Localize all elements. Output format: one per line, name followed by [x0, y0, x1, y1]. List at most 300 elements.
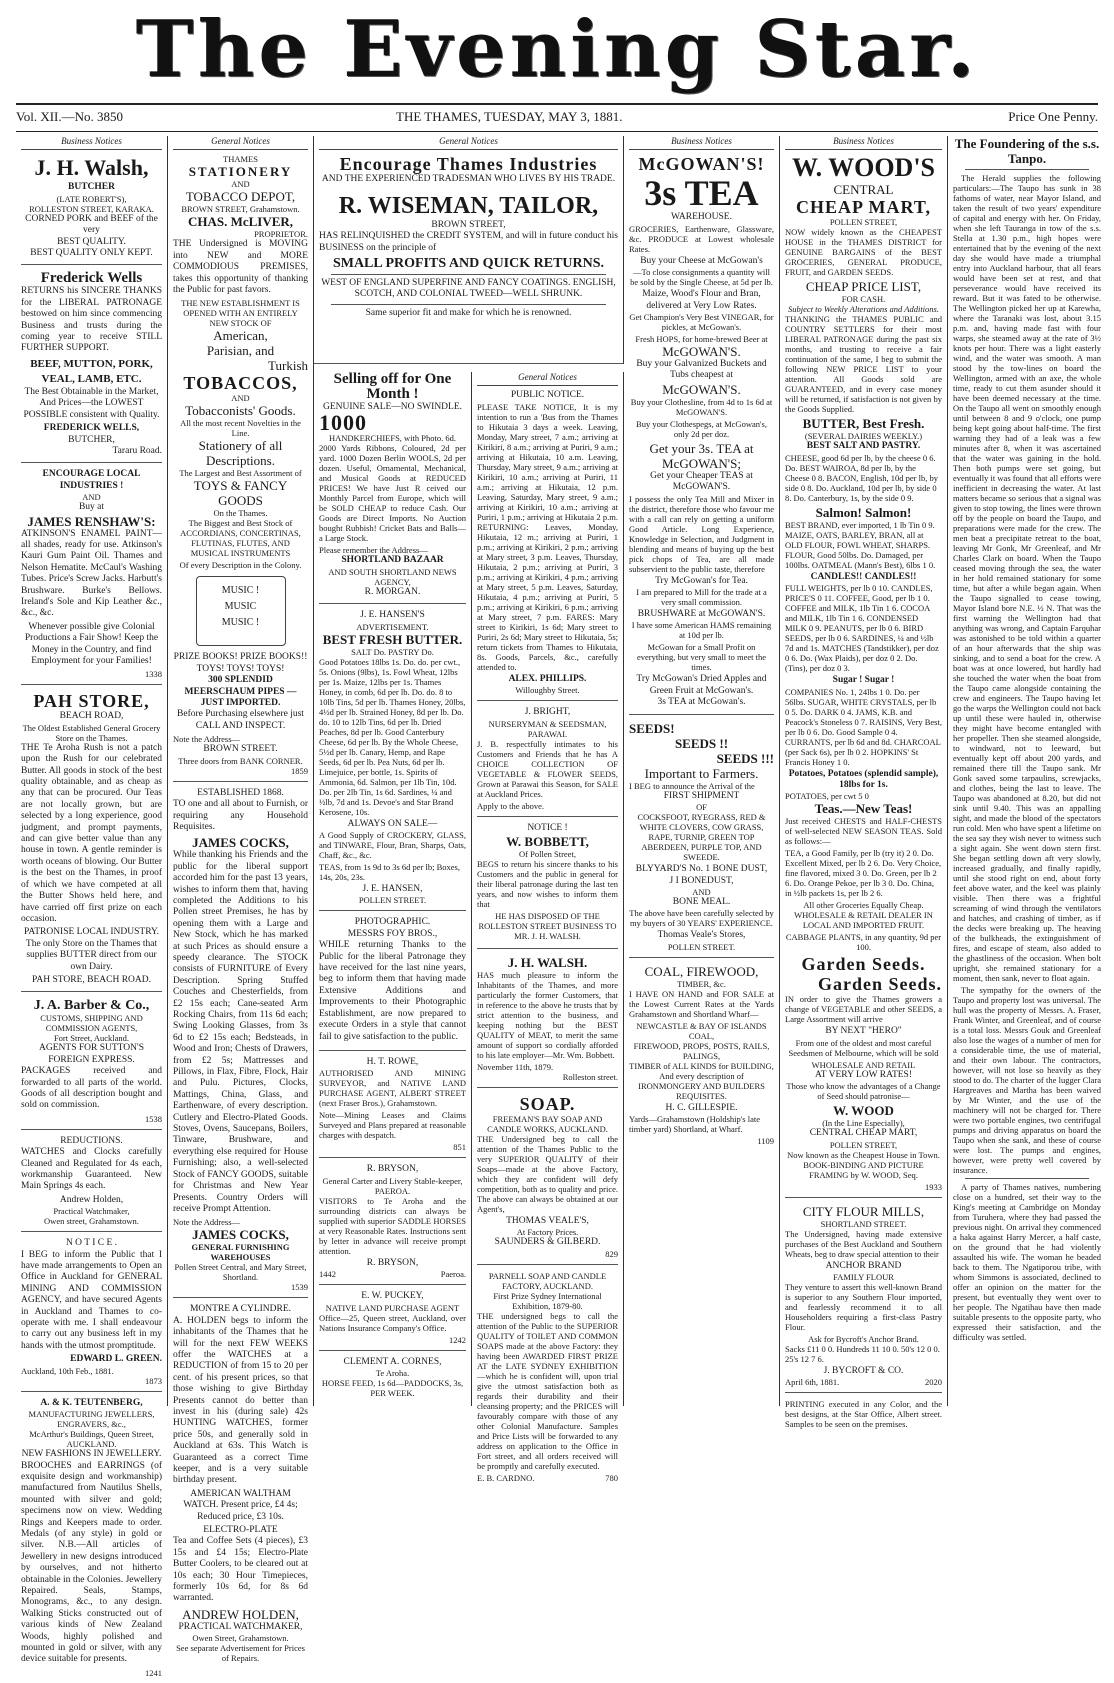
text: THE NEW ESTABLISHMENT IS OPENED WITH AN ENTIRELY NEW STOCK OF [181, 298, 300, 329]
text: Before Purchasing elsewhere just CALL AND INSPECT. [177, 709, 304, 731]
advertiser-name: J. H. Walsh, [34, 155, 149, 181]
address: Willoughby Street. [515, 685, 580, 696]
text: Ask for Bycroft's Anchor Brand. [808, 1334, 919, 1345]
body-text: THE undersigned begs to call the attention of the Public to the SUPERIOR QUALITY of TOILET AND COMMON SOAPS made at the above Factory: they having been AWARDED FIRST PRIZE AT the LATE SYDNEY EXHIBITION—which he is confident will, upon trial give the utmost satisfaction both as regards their durability and their cleansing property; and the PRICES will favourably compare with those of any other Colonial Manufacture. Samples and Price Lists will be forwarded to any address on application to the Office in Fort street, and all orders received will be promptly and carefully executed. [477, 1310, 618, 1471]
advertiser-name: J. BRIGHT, [524, 707, 571, 718]
divider [965, 1178, 1089, 1179]
text: The Biggest and Best Stock of ACCORDIANS, CONCERTINAS, FLUTINAS, FLUTES, AND MUSICAL INSTRUMENTS [180, 518, 301, 559]
ad-headline: STATIONERY [188, 164, 293, 180]
column-3-wide [314, 136, 624, 364]
text: Buy at [78, 502, 105, 513]
text: TOYS & FANCY GOODS [193, 478, 288, 509]
price-list: CHEESE, good 6d per lb, by the cheese 0 6. Do. BEST WAIROA, 8d per lb, by the Cheese 0 8. BACON, English, 10d per lb, by side 0 8. Do. Auckland, 10d per lb, by side 0 8. Do. Canterbury, 1s, by the side 0 9. [785, 452, 938, 503]
soap-ad [477, 1094, 618, 1265]
advertiser-name: J. H. WALSH. [507, 955, 588, 971]
text: SEEDS !! [674, 735, 729, 751]
ad-footer [319, 1269, 466, 1279]
signature: CHAS. McLIVER, [187, 214, 294, 230]
price-list: TEA, a Good Family, per lb (try it) 2 0. Do. Excellent Mixed, per lb 2 6. Do. Very Choice, fine flavored, mixed 3 0. Do. Green, per lb 2 6. Do. Orange Pekoe, per lb 3 0. Do. China, in ½lb packets 1s, per lb 2 6. [785, 848, 942, 899]
ad-headline: PUBLIC NOTICE. [510, 390, 585, 401]
ad-headline: Selling off for One Month ! [333, 371, 452, 402]
ad-number: 1873 [145, 1375, 162, 1386]
text: SEEDS! [629, 720, 675, 736]
text: Buy your Cheese at McGowan's [640, 255, 763, 266]
signature: EDWARD L. GREEN. [70, 1354, 162, 1365]
text: Buy your Clothesline, from 4d to 1s 6d at McGOWAN'S. [630, 396, 773, 417]
address: Owen Street, Grahamstown. [192, 1633, 289, 1644]
ad-headline: Encourage Thames Industries [339, 154, 598, 175]
text: McGowan for a Small Profit on everything, but very small to meet the times. [636, 642, 767, 673]
text: 1000 [319, 410, 367, 436]
text: NEWCASTLE & BAY OF ISLANDS COAL, [636, 1020, 767, 1041]
text: HANDKERCHIEFS, with Photo. 6d. [328, 433, 457, 444]
column-4 [472, 372, 624, 1483]
column-2 [168, 136, 314, 1664]
text: BRUSHWARE at McGOWAN'S. [637, 609, 766, 620]
text: AND [231, 393, 250, 404]
wells-ad [21, 271, 162, 463]
body-text: WHILE returning Thanks to the Public for the liberal Patronage they have received for the last nine years, beg to inform them that having made Extensive Additions and Improvements to their Photographic Establishment, are now prepared to execute Orders in a style that cannot fail to give satisfaction to the public. [319, 940, 466, 1042]
text: IN order to give the Thames growers a change of VEGETABLE and other SEEDS, a Large Assortment will arrive [785, 994, 942, 1025]
volume-number: Vol. XII.—No. 3850 [16, 109, 124, 124]
text: Garden Seeds. [817, 974, 942, 995]
text: They venture to assert this well-known Brand is superior to any Southern Flour imported, and fearlessly recommend it to all Householders requiring a first-class Pastry Flour. [785, 1282, 942, 1333]
text: Whenever possible give Colonial Productions a Fair Show! Keep the Money in the Country, and find Employment for your Families! [24, 621, 159, 666]
address: SHORTLAND STREET. [820, 1218, 907, 1229]
advertiser-name: E. W. PUCKEY, [361, 1291, 424, 1302]
address: Te Aroha. [375, 1367, 410, 1378]
signature: H. C. GILLESPIE. [665, 1102, 738, 1113]
text: MUSIC [224, 601, 257, 613]
dateline [16, 103, 1098, 132]
text: PRIZE BOOKS! PRIZE BOOKS!! [173, 652, 308, 663]
text: COCKSFOOT, RYEGRASS, RED & WHITE CLOVERS, COW GRASS, RAPE, TURNIP, GREEN TOP ABERDEEN, PURPLE TOP, AND SWEEDE. [637, 812, 766, 863]
signature: R. BRYSON, [366, 1257, 419, 1268]
rowe-ad [319, 1057, 466, 1158]
text: AMERICAN WALTHAM WATCH. Present price, £4 4s; Reduced price, £3 10s. [183, 1488, 298, 1522]
text: WEST OF ENGLAND SUPERFINE AND FANCY COATINGS. ENGLISH, SCOTCH, AND COLONIAL TWEED—WELL SHRUNK. [321, 278, 616, 300]
address: POLLEN STREET. [667, 941, 736, 952]
hansen-ad [319, 610, 466, 911]
address: POLLEN STREET. [358, 895, 427, 906]
address: BROWN STREET, [431, 219, 506, 230]
divider [965, 169, 1089, 170]
text: Get your 3s. TEA at McGOWAN'S; [649, 440, 754, 471]
text: BY NEXT "HERO" [825, 1026, 902, 1037]
body-text: THE Te Aroha Rush is not a patch upon the Rush for our celebrated Butter. All goods in stock of the best quality obtainable, and as cheap as any that can be procured. Our Teas are not locally grown, but are selected by a long experience, good judgment, and prompt payments, and can give better value than any house in town. A gentle reminder is worth oceans of blowing. Our Butter is the best on the Thames, in proof of which we have competed at all the Butter Shows held here, and have carried off first prize on each occasion. [21, 742, 162, 924]
advertiser-name: Frederick Wells [40, 270, 143, 287]
ad-number: 1338 [145, 669, 162, 680]
text: (SEVERAL DAIRIES WEEKLY.) [804, 431, 923, 442]
text: CHEAP PRICE LIST, [805, 279, 922, 295]
column-3 [314, 372, 472, 1406]
address: Fort Street, Auckland. [53, 1033, 130, 1044]
text: AGENTS FOR SUTTON'S FOREIGN EXPRESS. [39, 1043, 144, 1065]
green-notice-ad [21, 1238, 162, 1391]
address: Owen street, Grahamstown. [44, 1216, 139, 1227]
cocks-ad [173, 788, 308, 1299]
address: Tararu Road. [112, 445, 162, 456]
bryson-ad [319, 1164, 466, 1285]
text: Those who know the advantages of a Change of Seed should patronise— [786, 1081, 941, 1102]
text: Stationery of all Descriptions. [198, 438, 283, 469]
text: SMALL PROFITS AND QUICK RETURNS. [332, 256, 605, 272]
text: THAMES [223, 154, 258, 165]
text: ALWAYS ON SALE— [347, 818, 438, 829]
text: From one of the oldest and most careful Seedsmen of Melbourne, which will be sold [788, 1037, 939, 1058]
text: Teas.—New Teas! [814, 801, 913, 817]
text: —To close consignments a quantity will be sold by the Single Cheese, at 5d per lb. [630, 267, 773, 288]
signature: SAUNDERS & GILBERD. [494, 1237, 601, 1248]
wiseman-ad [319, 154, 618, 319]
text: BEST QUALITY ONLY KEPT. [30, 248, 153, 259]
text: AT VERY LOW RATES! [814, 1069, 913, 1080]
signature: ALEX. PHILLIPS. [508, 673, 587, 684]
gillespie-ad [629, 964, 774, 1151]
ad-number: 1109 [757, 1136, 774, 1147]
column-5 [624, 136, 780, 1406]
text: PAH STORE, BEACH ROAD. [31, 974, 152, 985]
signature: ANDREW HOLDEN, [182, 1606, 299, 1622]
text: I BEG to announce the Arrival of the [629, 780, 755, 791]
text: The Best Obtainable in the Market, And Prices—the LOWEST POSSIBLE consistent with Quality. [23, 386, 160, 420]
text: Buy your Galvanized Buckets and Tubs cheapest at [636, 359, 767, 381]
pah-store-ad [21, 691, 162, 992]
advertiser-name: R. WISEMAN, TAILOR, [338, 192, 599, 219]
text: BEEF, MUTTON, PORK, VEAL, LAMB, ETC. [30, 357, 153, 385]
text: POTATOES, per cwt 5 0 [785, 791, 869, 802]
address: Paeroa. [440, 1269, 466, 1280]
text: First Prize Sydney International Exhibition, 1879-80. [493, 1290, 602, 1311]
text: I have some American HAMS remaining at 10d per lb. [631, 620, 772, 641]
text: NURSERYMAN & SEEDSMAN, [488, 718, 607, 729]
text: Tea and Coffee Sets (4 pieces), £3 15s and £4 15s; Electro-Plate Butter Coolers, to be cleared out at 10s each; 30 Hour Timepieces, formerly 10s 6d, for 8s 6d warranted. [173, 1536, 308, 1604]
ad-number: 1539 [291, 1282, 308, 1293]
text: Try McGowan's Dried Apples and Green Fruit at McGowan's. [636, 674, 767, 696]
address: BROWN STREET. [203, 744, 278, 755]
signature: R. MORGAN. [364, 586, 421, 597]
text: All other Groceries Equally Cheap. [803, 900, 924, 911]
public-notice-ad [477, 390, 618, 701]
text: GENUINE SALE—NO SWINDLE. [322, 402, 463, 412]
text: Salmon! Salmon! [815, 504, 912, 520]
text: BOOK-BINDING AND PICTURE FRAMING by W. WOOD, Seq. [803, 1159, 924, 1180]
price-list: BEST BRAND, ever imported, 1 lb Tin 0 9. MAIZE, OATS, BARLEY, BRAN, all at OLD FLOUR, FOWL WHEAT, SHARPS. FLOUR, Good 50lbs. Do. Damaged, per 100lbs. OATMEAL (Mann's Best), 6lbs 1 0. [785, 519, 936, 570]
signature: Andrew Holden, [59, 1194, 124, 1205]
address: POLLEN STREET, [829, 1139, 898, 1150]
text: THANKING the THAMES PUBLIC and COUNTRY SETTLERS for their most LIBERAL PATRONAGE during the past six months, and trusting to receive a fair continuation of the same, I beg to submit the following NEW PRICE LIST to your attention. All Goods sold are GUARANTEED, and in every case money will be returned, if satisfaction is not given by the Goods Supplied. [785, 314, 942, 415]
address: Rolleston street. [562, 1072, 618, 1083]
text: AND [692, 886, 711, 897]
address: Yards—Grahamstown (Holdship's late timber yard) Shortland, at Wharf. [629, 1114, 760, 1135]
text: Note the Address— [173, 734, 241, 745]
column-heading: General Notices [477, 372, 618, 386]
advertiser-name: JAMES RENSHAW'S: [27, 513, 156, 529]
ad-headline: NEW FASHIONS IN JEWELLERY. [21, 1449, 162, 1460]
text: NATIVE LAND PURCHASE AGENT [325, 1302, 460, 1313]
date: Auckland, 10th Feb., 1881. [21, 1365, 114, 1376]
text: 3s TEA [644, 173, 759, 214]
advertiser-name: H. T. ROWE, [366, 1056, 419, 1067]
text: CENTRAL [833, 182, 894, 198]
ad-number: 1241 [145, 1667, 162, 1678]
body-text: HORSE FEED, 1s 6d—PADDOCKS, 3s, PER WEEK. [321, 1377, 464, 1398]
text: TIMBER of ALL KINDS for BUILDING, And every description of IRONMONGERY AND BUILDERS REQUISITES. [629, 1060, 774, 1101]
address: PARAWAI. [527, 728, 568, 739]
ad-headline: REDUCTIONS. [60, 1135, 123, 1146]
address: PAEROA. [374, 1185, 411, 1196]
divider [331, 304, 606, 305]
bobbett-ad [477, 823, 618, 949]
text: Potatoes, Potatoes (splendid sample), 18lbs for 1s. [788, 768, 939, 791]
signature: E. B. CARDNO. [477, 1472, 535, 1483]
veale-seeds-ad [629, 721, 774, 958]
body-text: AUTHORISED AND MINING SURVEYOR, and NATIVE LAND PURCHASE AGENT, ALBERT STREET (next Fraser Bros.), Grahamstown. [319, 1068, 466, 1109]
ad-number: 829 [605, 1248, 618, 1259]
text: The Largest and Best Assortment of [179, 468, 302, 479]
address: BEACH ROAD, [59, 711, 124, 722]
price-list: Good Potatoes 18lbs 1s. Do. do. per cwt., 5s. Onions (9lbs), 1s. Fowl Wheat, 12lbs per 1s. Maize, 12lbs per 1s. Thames Honey, in comb, 6d per lb. Do. do. 8 to 10lb Tins, 5d per lb. Thames Honey, 20lbs, 4½d per lb. Strained Honey, 8d per lb. Do. do. 10 to 12lb Tins, 6d per lb. Dried Peaches, 8d per lb. Good Canterbury Cheese, 6d per lb. By the Whole Cheese, 5½d per lb. Canary, Hemp, and Rape Seeds, 6d per lb. Pea Nuts, 6d per lb. Limejuice, per bottle, 1s. Spirits of Ammonia, 6d. Salmon, per 1lb Tin, 10d. Do. per 2lb Tin, 1s 6d. Sardines, ¼ and ½lb, 7d and 1s. Devoe's and Star Brand Kerosene, 10s. [319, 656, 466, 817]
address: McArthur's Buildings, Queen Street, AUCKLAND. [29, 1429, 154, 1450]
ad-headline: Important to Farmers. [644, 765, 759, 781]
text: CUSTOMS, SHIPPING AND COMMISSION AGENTS, [40, 1013, 143, 1034]
text: BEST QUALITY. [57, 236, 126, 247]
text: AND [82, 492, 101, 503]
text: ESTABLISHED 1868. [197, 787, 284, 798]
ad-number: 1442 [319, 1269, 336, 1280]
body-text: HAS much pleasure to inform the Inhabitants of the Thames, and more particularly the former Customers, that in reference to the above he trusts that by strict attention to the business, and keeping nothing but the BEST QUALITY of MEAT, to merit the same amount of support so cordially afforded to his late employer—Mr. Wm. Bobbett. [477, 970, 618, 1061]
column-heading: General Notices [319, 136, 618, 150]
text: WHOLESALE AND RETAIL [811, 1059, 916, 1070]
body-text: GROCERIES, Earthenware, Glassware, &c. PRODUCE at Lowest wholesale Rates. [629, 223, 774, 254]
ad-number: 1859 [291, 765, 308, 776]
text: Maize, Wood's Flour and Bran, delivered at Very Low Rates. [642, 289, 761, 311]
text: At Factory Prices. [516, 1227, 579, 1238]
text: CABBAGE PLANTS, in any quantity, 9d per 100. [785, 932, 942, 953]
text: 300 SPLENDID MEERSCHAUM PIPES —JUST IMPORTED. [184, 675, 297, 709]
advertiser-name: J. A. Barber & Co., [33, 998, 150, 1014]
text: WAREHOUSE. [671, 212, 732, 223]
advertiser-name: SHORTLAND BAZAAR [341, 555, 444, 566]
price-list: COMPANIES No. 1, 24lbs 1 0. Do. per 56lbs. SUGAR, WHITE CRYSTALS, per lb 0 5. Do. DARK 0 4. JAMS, K.B. and Peacock's Stoneless 0 7. RAISINS, Very Best, per lb 0 6. Do. Good Sample 0 4. CURRANTS, per lb 6d and 8d. CHARCOAL (per Sack 6s), per lb 0 2. HOPKINS' St Francis Honey 1 0. [785, 686, 942, 767]
signature: FREDERICK WELLS, [43, 423, 140, 434]
city-flour-mills-ad [785, 1204, 942, 1394]
address: ROLLESTON STREET, KARAKA. [29, 203, 154, 214]
text: On the Thames. [213, 508, 268, 519]
walsh-ad [21, 154, 162, 265]
text: Turkish [268, 358, 308, 374]
ad-number: 1538 [145, 1113, 162, 1124]
text: Tobacconists' Goods. [185, 403, 296, 419]
body-text: PLEASE TAKE NOTICE, It is my intention to run a 'Bus from the Thames to Hikutaia 3 days a week. Leaving, Monday, Mary street, 7 a.m.; arriving at Kirikiri, 8 a.m.; arriving at Puriri, 9 a.m.; arriving at Hikutaia, 10 a.m. Leaving, Thursday, Mary street, 9 a.m.; arriving at Kirikiri, 10 a.m.; arriving at Puriri, 11 a.m.; arriving at Hikutaia, 12 p.m. Leaving, Saturday, Mary street, 9 a.m.; arriving at Kirikiri, 10 a.m.; arriving at Puriri, 1 p.m.; arriving at Hikutaia 2 p.m. RETURNING: Leaves, Monday, Hikutaia, 12 m.; arriving at Puriri, 1 p.m.; arriving at Kirikiri, 2 p.m.; arriving at Mary street, 3 p.m. Leaves, Thursday, Hikutaia, 2 p.m.; arriving at Puriri, 3 p.m.; arriving at Kirikiri, 4 p.m.; arriving at Mary street, 5 p.m. Leaves, Saturday, Hikutaia, 4 p.m.; arriving at Puriri, 5 p.m.; arriving at Kirikiri, 6 p.m.; arriving at Mary street, 7 p.m. FARES: Mary street to Kirikiri, 1s 6d; Mary street to Puriri, 2s 6d; Mary street to Hikutaia, 5s; return tickets from Thames to Hikutaia, 8s. Goods, Parcels, &c., carefully attended to. [477, 401, 618, 672]
address: POLLEN STREET, [829, 217, 898, 228]
text: PROPRIETOR. [254, 229, 308, 240]
body-text: WATCHES and Clocks carefully Cleaned and Regulated for 4s each, workmanship Guaranteed. New Main Springs 4s each. [21, 1147, 162, 1192]
advertiser-name: A. & K. TEUTENBERG, [40, 1397, 143, 1408]
body-text: RETURNS his SINCERE THANKS for the LIBERAL PATRONAGE bestowed on him since commencing Business and trusts during the coming year to receive STILL FURTHER SUPPORT. [21, 286, 162, 354]
body-text: 2000 Yards Ribbons, Coloured, 2d per yard. 1000 Dozen Berlin WOOLS, 2d per dozen. Useful, Ornamental, Mechanical, and Musical Goods at REDUCED PRICES! We have Just R ceived our Monthly Parcel from Europe, which will be SOLD CHEAP to reduce Cash. Our Goods are Direct Imports. No Auction bought Rubbish! Cricket Bats and Balls—a Large Stock. [319, 443, 466, 544]
text: BEST SALT AND PASTRY. [806, 441, 921, 452]
text: AND SOUTH SHORTLAND NEWS AGENCY, [328, 566, 457, 587]
ad-headline: CITY FLOUR MILLS, [802, 1203, 925, 1219]
text: ANCHOR BRAND [825, 1260, 902, 1271]
text: BUTTER, Best Fresh. [802, 416, 925, 432]
text: TIMBER, &c. [677, 978, 726, 989]
body-text: PACKAGES received and forwarded to all parts of the world. Goods of all description bought and sold on commission. [21, 1066, 162, 1111]
body-text: I BEG to inform the Public that I have made arrangements to Open an Office in Auckland for GENERAL MINING AND COMMISSION AGENCY, and have secured Agents in Auckland and Thames to co-operate with me. I shall endeavour to carry out any business left in my hands with the utmost promptitude. [21, 1249, 162, 1351]
body-text: BEGS to return his sincere thanks to his Customers and the public in general for their liberal patronage during the last ten years, and now wishes to inform them that [477, 859, 618, 910]
text: Please remember the Address— [319, 545, 428, 556]
address: Pollen Street Central, and Mary Street, Shortland. [174, 1262, 307, 1283]
date: November 11th, 1879. [477, 1062, 554, 1073]
advertiser-name: W. BOBBETT, [506, 834, 589, 850]
text: FIRST SHIPMENT [663, 790, 740, 801]
body-text: J. B. respectfully intimates to his Customers and Friends that he has A CHOICE COLLECTION OF VEGETABLE & FLOWER SEEDS, Grown at Parawai this Season, for SALE at Auckland Prices. [477, 738, 618, 799]
text: 3s TEA at McGowan's. [657, 697, 746, 708]
text: GENERAL FURNISHING WAREHOUSES [191, 1242, 290, 1263]
text: SEEDS !!! [716, 750, 774, 766]
text: Of every Description in the Colony. [179, 560, 302, 571]
text: TO one and all about to Furnish, or requiring any Household Requisites. [173, 799, 308, 832]
signature: J. E. HANSEN, [362, 884, 423, 895]
text: TOBACCOS, [183, 373, 298, 394]
text: FAMILY FLOUR [833, 1272, 894, 1283]
text: Apply to the above. [477, 800, 545, 811]
ad-number: 1933 [925, 1181, 942, 1192]
music-banner-illustration [196, 576, 286, 646]
price-list: FULL WEIGHTS, per lb 0 10. CANDLES, PRICE'S 0 11. COFFEE, Good, per lb 1 0. COFFEE and MILK, 1lb Tin 1 6. COCOA and MILK, 1lb Tin 1 6. CONDENSED MILK 0 9. PEANUTS, per lb 0 6. BIRD SEEDS, per lb 0 6. SARDINES, ¼ and ½lb 7d and 1s. MATCHES (Tandstikker), per doz 0 6. Do. (Wax Plaids), per doz 0 2. Do. (Tins), per doz 0 3. [785, 583, 939, 674]
ad-headline: SOAP. [519, 1094, 576, 1115]
price-list: Sacks £11 0 0. Hundreds 11 10 0. 50's 12 0 0. 25's 12 7 6. [785, 1344, 940, 1365]
column-1 [16, 136, 168, 1678]
text: TOYS! TOYS! TOYS! [196, 663, 285, 674]
text: See separate Advertisement for Prices of Repairs. [176, 1643, 305, 1664]
text: HE HAS DISPOSED OF THE ROLLESTON STREET BUSINESS TO MR. J. H. WALSH. [478, 911, 617, 942]
address: BROWN STREET, Grahamstown. [181, 204, 300, 215]
text: Get Champion's Very Best VINEGAR, for pickles, at McGowan's. [629, 312, 774, 333]
text: Subject to Weekly Alterations and Additions. [788, 304, 939, 315]
printing-ad [785, 1399, 942, 1436]
advertiser-name: PAH STORE, [33, 691, 150, 712]
advertiser-name: MESSRS FOY BROS., [347, 928, 438, 939]
column-heading: Business Notices [629, 136, 774, 150]
text: A Good Supply of CROCKERY, GLASS, and TINWARE, Flour, Bran, Sharps, Oats, Chaff, &c., &c. [319, 830, 466, 861]
text: Practical Watchmaker, [53, 1206, 130, 1217]
barber-ad [21, 998, 162, 1129]
reductions-ad [21, 1136, 162, 1232]
text: ELECTRO-PLATE [203, 1525, 278, 1536]
body-text: I HAVE ON HAND and FOR SALE at the Lowest Current Rates at the Yards Grahamstown and Shortland Wharf— [629, 988, 774, 1019]
text: ADVERTISEMENT. [356, 621, 429, 632]
place-date: THE THAMES, TUESDAY, MAY 3, 1881. [396, 109, 623, 124]
trade: BUTCHER [68, 182, 115, 193]
text: The Oldest Established General Grocery Store on the Thames. [22, 722, 161, 743]
text: Try McGowan's for Tea. [655, 575, 748, 586]
ad-headline: COAL, FIREWOOD, [644, 963, 759, 979]
column-7-article [948, 136, 1106, 1406]
text: I possess the only Tea Mill and Mixer in the district, therefore those who favour me with a call can rely on getting a uniform Good Article. Long Experience, Knowledge in Selection, and Judgment in blending and means of buying up the best pick chops of Tea, are all made subservient to the public taste, therefore [629, 493, 774, 574]
text: Parisian, and [206, 343, 275, 359]
morgan-ad [319, 372, 466, 604]
text: FREEMAN'S BAY SOAP AND CANDLE WORKS, AUCKLAND. [487, 1114, 608, 1135]
text: FOR CASH. [841, 294, 886, 305]
signature: JAMES COCKS, [192, 1227, 289, 1243]
text: BONE MEAL. [672, 896, 731, 907]
column-6 [780, 136, 948, 1430]
ad-headline: ENCOURAGE LOCAL INDUSTRIES ! [42, 469, 141, 491]
advertiser-name: Thomas Veale's Stores, [657, 930, 746, 941]
body-text: THE Undersigned is MOVING into NEW and MORE COMMODIOUS PREMISES, takes this opportunity of thanking the Public for past favors. [173, 239, 308, 296]
text: Fresh HOPS, for home-brewed Beer at [635, 334, 768, 345]
ad-footer [785, 1377, 942, 1387]
text: Same superior fit and make for which he is renowned. [365, 307, 572, 318]
text: MUSIC ! [221, 617, 260, 629]
text: Three doors from BANK CORNER. [178, 755, 303, 766]
body-text: NOW widely known as the CHEAPEST HOUSE in the THAMES DISTRICT for GENUINE BARGAINS of the BEST GROCERIES, GENERAL PRODUCE, FRUIT, and GARDEN SEEDS. [785, 227, 942, 278]
text: Garden Seeds. [801, 954, 926, 975]
text: SALT Do. PASTRY Do. [351, 646, 434, 657]
text: I am prepared to Mill for the trade at a very small commission. [636, 587, 767, 608]
advertiser-name: W. WOOD'S [791, 153, 936, 183]
text: BUTCHER, [68, 434, 115, 445]
text: MANUFACTURING JEWELLERS, ENGRAVERS, &c., [28, 1409, 155, 1430]
text: General Carter and Livery Stable-keeper, [322, 1175, 463, 1186]
text: Note the Address— [173, 1217, 241, 1228]
advertiser-name: R. BRYSON, [366, 1164, 419, 1175]
text: WHOLESALE & RETAIL DEALER IN LOCAL AND IMPORTED FRUIT. [794, 910, 933, 931]
price: Price One Penny. [1008, 109, 1098, 124]
body-text: While thanking his Friends and the public for the liberal support accorded him for the past 13 years, wishes to inform them that, having completed the Additions to his Pollen street Premises, he has by opening them with a Large and New Stock, which he has marked at such Prices as should ensure a speedy clearance. The STOCK consists of FURNITURE of Every Description. Spring Stuffed Couches and Chesterfields, from £2 15s each; Cane-seated Arm Rocking Chairs, from 11s 6d each; Swing Looking Glasses, from 3s 6d to £2 15s each; Bedsteads, in Wood and Iron; Chests of Drawers, from £2 5s; Mattresses and Pillows, in Flax, Fibre, Flock, Hair and Pulu. Pictures, Clocks, Mattings, China, Glass, and Earthenware, of every description. Cutlery and Electro-Plated Goods. Stoves, Ovens, Saucepans, Boilers, Tinware, Brushware, and everything else required for House Furnishing; also, a well-selected Stock of FANCY GOODS, suitable for Christmas and New Year Presents. Country Orders will receive Prompt Attention. [173, 850, 308, 1214]
holden-ad [173, 1304, 308, 1670]
text: TEAS, from 1s 9d to 3s 6d per lb; Boxes, 14s, 20s, 23s. [319, 862, 460, 883]
column-heading: General Notices [173, 136, 308, 150]
article-paragraph: A party of Thames natives, numbering close on a hundred, set their way to the King's meeting at Cambridge on Monday from Turuhera, where they had passed the previous night. On arrival they commenced a haka against Harry Mercer, a half caste, on the ground that he had violently assaulted his wife. The woman he beaded back to them. The Ngatiporou tribe, with whom Simmons is associated, declined to offer an opinion on the matter for the present, but eventually they went over to her people. The Ngatihau have then made suitable presents to the opposite party, who expressed their satisfaction, and the difficulty was settled. [953, 1182, 1101, 1342]
text: AND THE EXPERIENCED TRADESMAN WHO LIVES BY HIS TRADE. [321, 174, 616, 185]
ad-number: 2020 [925, 1377, 942, 1388]
signature: J. BYCROFT & CO. [823, 1366, 904, 1377]
text: OF [696, 802, 707, 813]
text: Note—Mining Leases and Claims Surveyed and Plans prepared at reasonable charges with despatch. [319, 1110, 466, 1141]
date: April 6th, 1881. [785, 1377, 840, 1388]
text: AND [231, 179, 250, 190]
wood-ad [785, 154, 942, 1197]
columns [16, 136, 1106, 1678]
ad-headline: NOTICE ! [527, 822, 568, 833]
newspaper-title: The Evening Star. [135, 4, 979, 95]
column-heading: Business Notices [21, 136, 162, 150]
text: THOMAS VEALE'S, [506, 1216, 589, 1227]
advertiser-name: JAMES COCKS, [192, 835, 289, 851]
text: BEST FRESH BUTTER. [322, 631, 463, 647]
text: CORNED PORK and BEEF of the very [25, 213, 158, 236]
text: The above have been carefully selected by my buyers of 30 YEARS' EXPERIENCE. [629, 908, 774, 929]
ad-number: 851 [453, 1142, 466, 1153]
body-text: Office—25, Queen street, Auckland, over Nations Insurance Company's Office. [319, 1312, 466, 1333]
signature: W. WOOD [833, 1103, 894, 1119]
teutenberg-ad [21, 1398, 162, 1683]
text: (In the Line Especially), [822, 1118, 905, 1129]
text: CHEAP MART, [795, 197, 932, 218]
text: CENTRAL CHEAP MART, [809, 1128, 918, 1139]
body-text: A. HOLDEN begs to inform the inhabitants of the Thames that he will for the next FEW WEEKS offer the WATCHES at a REDUCTION of from 15 to 20 per cent. of his present prices, so that those wishing to give Birthday Presents cannot do better than invest in his (during sale) 42s HUNTING WATCHES, former price 50s, and generally sold in Auckland at 63s. This Watch is Guaranteed as a correct Time keeper, and is a very suitable birthday present. [173, 1315, 308, 1486]
article-paragraph: The sympathy for the owners of the Taupo and property lost was universal. The hull was the property of Messrs. A. Fraser, Frank Winter, and Greenleaf, and of course is a total loss. Messrs Gouk and Greenleaf also lose the wages of a number of men for a considerable time, the use of material, and their own labour. The contractors, however, will not lose so heavily as they stood to do. The charter of the lugger Clara Hargreaves and Martha has been waived by Mr Winter, and the use of the machinery will not be charged for. There were two portable engines, two centrifugal pumps and driving apparatus on board the Taupo when she sank, and these of course were lost. The pumps and engines, however, were pretty well covered by insurance. [953, 985, 1101, 1175]
text: McGOWAN'S. [662, 381, 741, 397]
body-text: The Undersigned, having made extensive purchases of the Best Auckland and Southern Wheats, beg to draw special attention to their [785, 1228, 942, 1259]
ad-number: 780 [605, 1472, 618, 1483]
advertiser-name: CLEMENT A. CORNES, [343, 1356, 442, 1367]
body-text: PRINTING executed in any Color, and the best designs, at the Star Office, Albert street. Samples to be seen on the premises. [785, 1399, 942, 1430]
text: McGOWAN'S. [662, 344, 741, 360]
